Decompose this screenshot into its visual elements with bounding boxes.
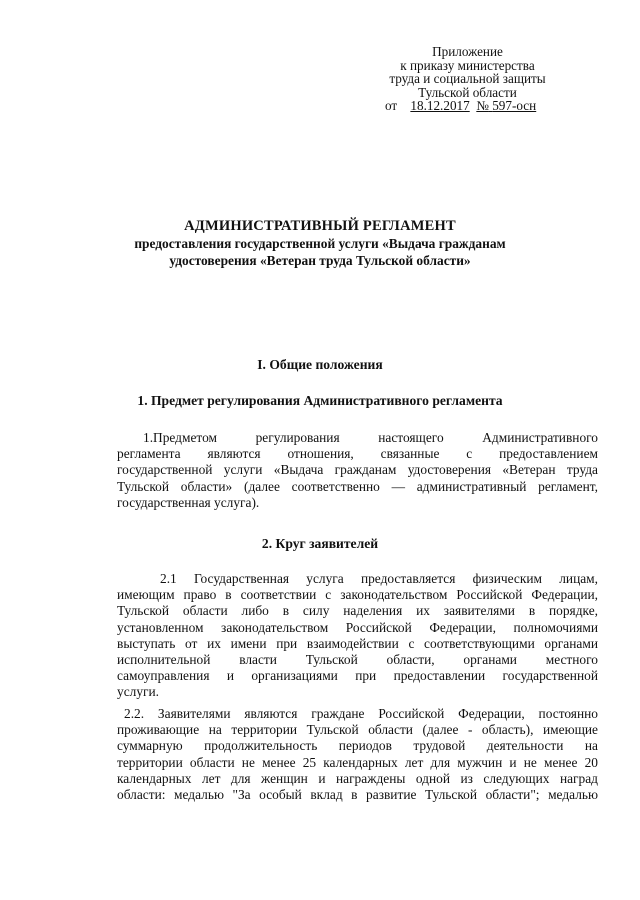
order-number: 597-осн <box>492 98 537 113</box>
approval-line-3: труда и социальной защиты <box>389 71 546 86</box>
paragraph-line: суммарную продолжительность периодов трудовой деятельности на <box>117 738 598 754</box>
approval-stamp <box>380 45 555 113</box>
date-prefix: от <box>385 98 398 113</box>
paragraph-2-2 <box>117 706 598 803</box>
approval-line-1: Приложение <box>432 44 503 59</box>
approval-line-4: Тульской области <box>418 84 517 100</box>
order-number-prefix: № <box>476 98 489 113</box>
document-title <box>100 218 540 269</box>
paragraph-line: территории области не менее 25 календарных лет для мужчин и не менее 20 <box>117 754 598 770</box>
approval-line-2: к приказу министерства <box>400 57 535 73</box>
paragraph-line: выступать от их имени при взаимодействии с соответствующими органами <box>117 635 598 651</box>
paragraph-line: календарных лет для женщин и награждены одной из следующих наград <box>117 770 598 786</box>
paragraph-line: государственная услуга). <box>117 494 260 510</box>
paragraph-line: исполнительной власти Тульской области, органами местного <box>117 652 598 668</box>
section-heading-general: I. Общие положения <box>257 357 383 372</box>
paragraph-line: регламента являются отношения, связанные с предоставлением <box>117 446 598 462</box>
title-sub-2: удостоверения «Ветеран труда Тульской области» <box>169 253 471 268</box>
paragraph-line: 1.Предметом регулирования настоящего Административного <box>143 430 598 445</box>
paragraph-2-1 <box>117 571 598 701</box>
title-main: АДМИНИСТРАТИВНЫЙ РЕГЛАМЕНТ <box>184 218 456 234</box>
paragraph-line: государственной услуги «Выдача гражданам удостоверения «Ветеран труда <box>117 462 598 478</box>
paragraph-line: самоуправления и организациями при предоставлении государственной <box>117 668 598 684</box>
section-heading-applicants: 2. Круг заявителей <box>261 536 379 551</box>
paragraph-line: услуги. <box>117 684 160 700</box>
paragraph-line: 2.1 Государственная услуга предоставляется физическим лицам, <box>160 571 598 586</box>
paragraph-line: 2.2. Заявителями являются граждане Российской Федерации, постоянно <box>124 706 598 721</box>
paragraph-1 <box>117 430 598 511</box>
approval-date-line <box>380 99 555 113</box>
paragraph-line: Тульской области» (далее соответственно — административный регламент, <box>117 478 598 494</box>
paragraph-line: области: медалью "За особый вклад в развитие Тульской области"; медалью <box>117 787 598 803</box>
paragraph-line: Тульской области либо в силу наделения их заявителями в порядке, <box>117 603 598 619</box>
section-subheading-subject: 1. Предмет регулирования Административного регламента <box>137 393 503 408</box>
order-date: 18.12.2017 <box>410 98 470 113</box>
title-sub-1: предоставления государственной услуги «Выдача гражданам <box>134 236 506 251</box>
paragraph-line: имеющим право в соответствии с законодательством Российской Федерации, <box>117 587 598 603</box>
paragraph-line: проживающие на территории Тульской области (далее - область), имеющие <box>117 722 598 738</box>
paragraph-line: установленном законодательством Российской Федерации, полномочиями <box>117 619 598 635</box>
